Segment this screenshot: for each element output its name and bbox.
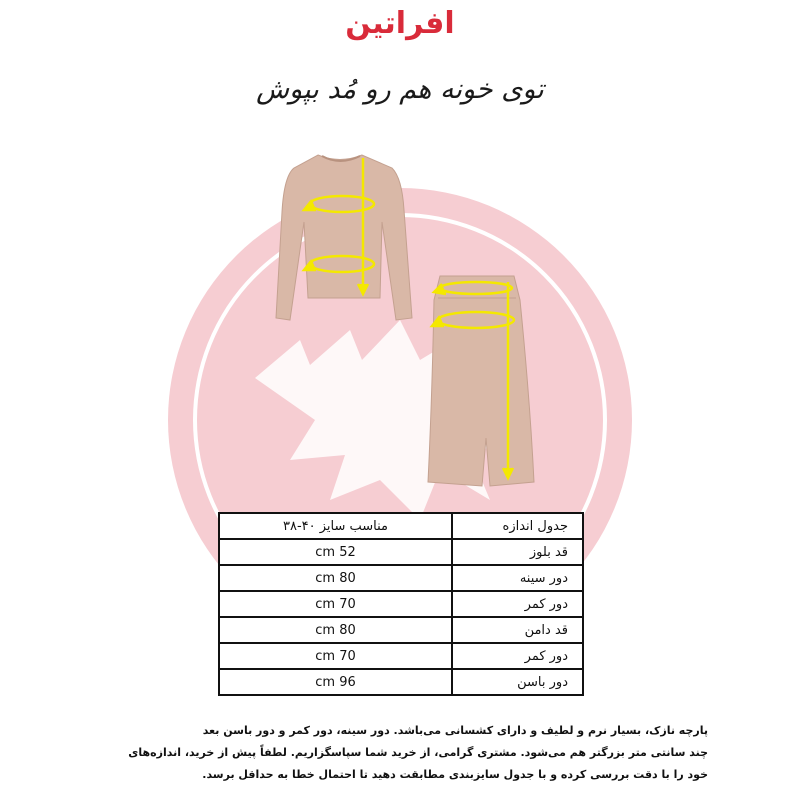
description-line: خود را با دقت بررسی کرده و با جدول سایزبندی مطابقت دهید تا احتمال خطا به حداقل برسد. bbox=[202, 768, 708, 781]
size-table bbox=[218, 512, 584, 696]
table-row bbox=[219, 591, 583, 617]
product-description bbox=[128, 720, 708, 786]
table-row bbox=[219, 539, 583, 565]
row-label: قد بلوز bbox=[452, 539, 583, 565]
row-value: 96 cm bbox=[219, 669, 452, 695]
row-value: 80 cm bbox=[219, 565, 452, 591]
row-value: 70 cm bbox=[219, 591, 452, 617]
row-label: دور باسن bbox=[452, 669, 583, 695]
table-row bbox=[219, 643, 583, 669]
brand-logo: افراتین bbox=[345, 6, 455, 41]
table-row bbox=[219, 565, 583, 591]
row-label: قد دامن bbox=[452, 617, 583, 643]
header-value: مناسب سایز ۴۰-۳۸ bbox=[219, 513, 452, 539]
table-row bbox=[219, 617, 583, 643]
row-label: دور کمر bbox=[452, 591, 583, 617]
row-value: 80 cm bbox=[219, 617, 452, 643]
row-value: 52 cm bbox=[219, 539, 452, 565]
slogan: توی خونه هم رو مُد بپوش bbox=[256, 74, 544, 105]
row-label: دور کمر bbox=[452, 643, 583, 669]
table-header-row bbox=[219, 513, 583, 539]
table-row bbox=[219, 669, 583, 695]
description-line: پارچه نازک، بسیار نرم و لطیف و دارای کشسانی می‌باشد. دور سینه، دور کمر و دور باسن بعد bbox=[202, 724, 708, 737]
row-label: دور سینه bbox=[452, 565, 583, 591]
header-label: جدول اندازه bbox=[452, 513, 583, 539]
blouse-image bbox=[276, 155, 412, 320]
description-line: چند سانتی متر بزرگتر هم می‌شود. مشتری گرامی، از خرید شما سپاسگزاریم. لطفاً پیش از خرید، اندازه‌های bbox=[128, 746, 708, 759]
skirt-image bbox=[428, 276, 534, 486]
row-value: 70 cm bbox=[219, 643, 452, 669]
